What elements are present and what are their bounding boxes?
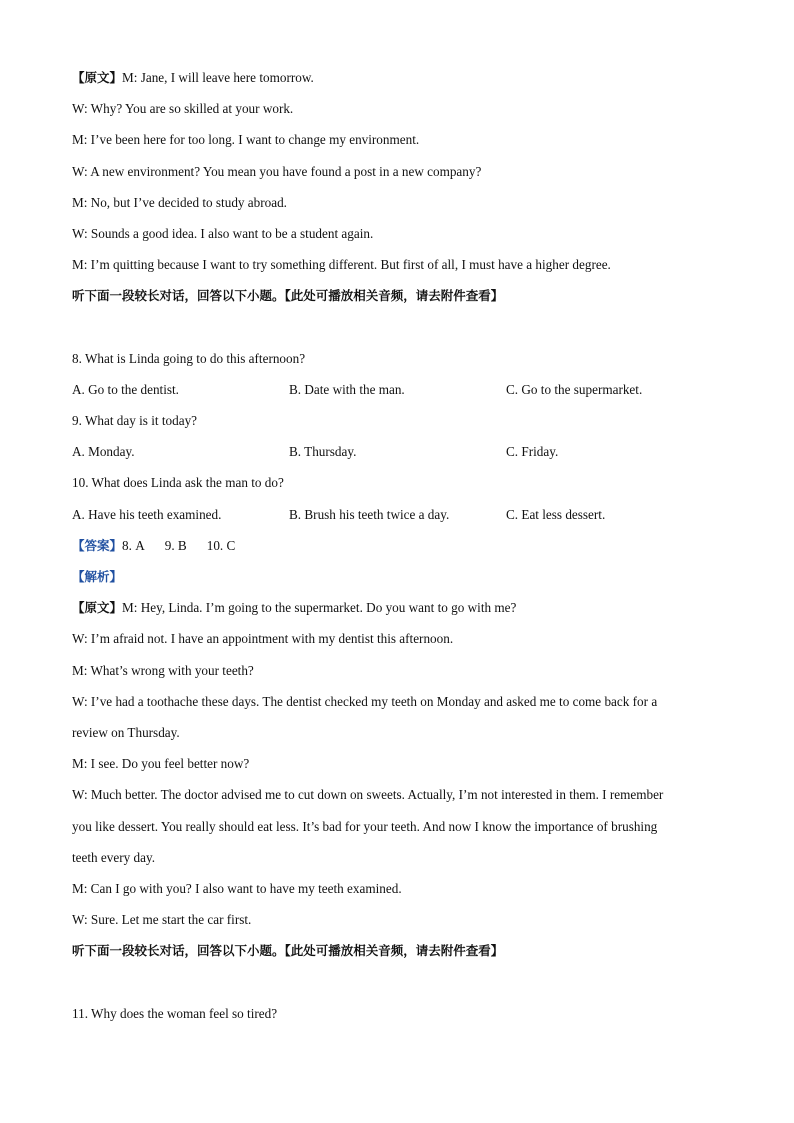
question-9-options — [72, 436, 722, 467]
spacer — [72, 312, 722, 343]
dialogue2-line-4: review on Thursday. — [72, 724, 180, 740]
question-8-stem: 8. What is Linda going to do this afternoon? — [72, 350, 306, 366]
dialogue1-line-4: M: No, but I’ve decided to study abroad. — [72, 194, 287, 210]
spacer — [72, 966, 722, 997]
document-page — [72, 62, 722, 1029]
dialogue2-line-8: teeth every day. — [72, 849, 155, 865]
dialogue2-line-9: M: Can I go with you? I also want to have my teeth examined. — [72, 880, 402, 896]
listening-instruction: 听下面一段较长对话，回答以下小题。【此处可播放相关音频，请去附件查看】 — [72, 288, 504, 304]
dialogue2-first-line — [72, 592, 722, 623]
question-10-option-a: A. Have his teeth examined. — [72, 506, 222, 522]
dialogue2-line-1: W: I’m afraid not. I have an appointment with my dentist this afternoon. — [72, 631, 454, 647]
original-text-tag: 【原文】 — [72, 70, 123, 85]
dialogue2-line-2: M: What’s wrong with your teeth? — [72, 662, 254, 678]
dialogue1-line-0: M: Jane, I will leave here tomorrow. — [122, 70, 314, 85]
answer-10: 10. C — [206, 537, 236, 553]
question-10-option-b: B. Brush his teeth twice a day. — [289, 506, 450, 522]
question-10-options — [72, 499, 722, 530]
dialogue1-line-2: M: I’ve been here for too long. I want to change my environment. — [72, 132, 420, 148]
answer-line — [72, 530, 722, 561]
dialogue1-first-line — [72, 62, 722, 93]
dialogue2-line-5: M: I see. Do you feel better now? — [72, 756, 250, 772]
question-8-option-c: C. Go to the supermarket. — [506, 381, 643, 397]
dialogue1-line-5: W: Sounds a good idea. I also want to be a student again. — [72, 225, 374, 241]
answer-tag: 【答案】 — [72, 537, 123, 553]
question-8-option-b: B. Date with the man. — [289, 381, 405, 397]
dialogue1-line-3: W: A new environment? You mean you have found a post in a new company? — [72, 163, 482, 179]
question-9-option-a: A. Monday. — [72, 444, 135, 460]
dialogue2-line-7: you like dessert. You really should eat less. It’s bad for your teeth. And now I know the importance of brushing — [72, 818, 658, 834]
original-text-tag: 【原文】 — [72, 600, 123, 616]
dialogue1-line-1: W: Why? You are so skilled at your work. — [72, 101, 294, 117]
dialogue2-line-10: W: Sure. Let me start the car first. — [72, 912, 252, 928]
question-9-option-c: C. Friday. — [506, 444, 559, 460]
analysis-tag: 【解析】 — [72, 569, 123, 584]
dialogue2-line-3: W: I’ve had a toothache these days. The dentist checked my teeth on Monday and asked me to come back for a — [72, 693, 658, 709]
question-9-stem: 9. What day is it today? — [72, 413, 198, 429]
dialogue2-line-6: W: Much better. The doctor advised me to cut down on sweets. Actually, I’m not interested in them. I remember — [72, 787, 664, 803]
question-10-stem: 10. What does Linda ask the man to do? — [72, 475, 284, 491]
question-9-option-b: B. Thursday. — [289, 444, 357, 460]
dialogue1-line-6: M: I’m quitting because I want to try something different. But first of all, I must have a higher degree. — [72, 257, 611, 273]
answer-9: 9. B — [164, 537, 187, 553]
question-8-options — [72, 374, 722, 405]
analysis-line — [72, 561, 722, 592]
dialogue2-line-0: M: Hey, Linda. I’m going to the supermarket. Do you want to go with me? — [122, 600, 517, 616]
question-11-stem: 11. Why does the woman feel so tired? — [72, 1005, 278, 1021]
question-8-option-a: A. Go to the dentist. — [72, 381, 179, 397]
listening-instruction-2: 听下面一段较长对话，回答以下小题。【此处可播放相关音频，请去附件查看】 — [72, 943, 504, 959]
question-10-option-c: C. Eat less dessert. — [506, 506, 606, 522]
answer-8: 8. A — [122, 537, 145, 553]
